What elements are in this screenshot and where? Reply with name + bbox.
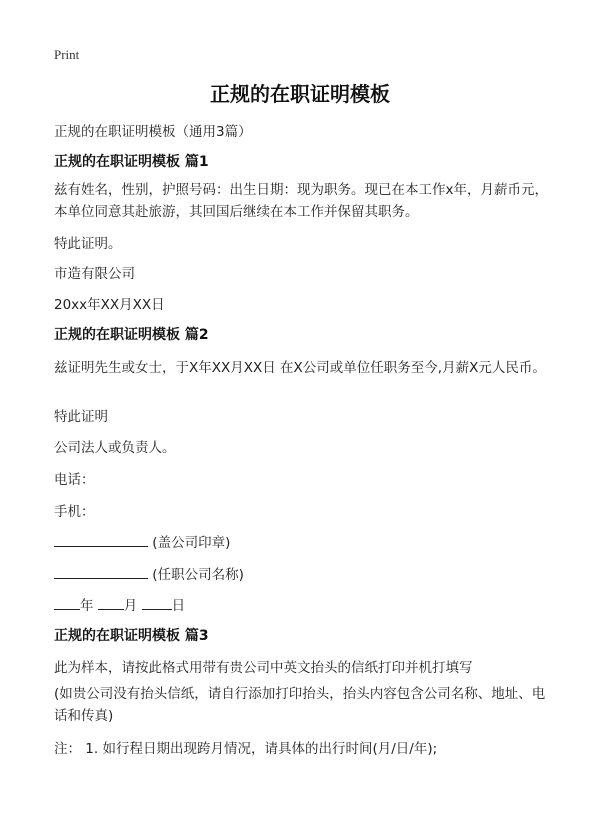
section3-line2: (如贵公司没有抬头信纸，请自行添加打印抬头，抬头内容包含公司名称、地址、电话和传真)	[54, 686, 546, 724]
document-subtitle: 正规的在职证明模板（通用3篇）	[54, 124, 252, 140]
year-blank	[54, 595, 80, 610]
year-label: 年	[80, 598, 94, 614]
section2-body: 兹证明先生或女士，于X年XX月XX日 在X公司或单位任职务至今,月薪X元人民币。	[54, 360, 546, 376]
section2-closing: 特此证明	[54, 409, 108, 425]
company-name-line	[54, 563, 244, 583]
section2-signer: 公司法人或负责人。	[54, 440, 176, 456]
month-blank	[98, 595, 124, 610]
section3-note: 注： 1. 如行程日期出现跨月情况，请具体的出行时间(月/日/年);	[54, 741, 438, 757]
section1-company: 市造有限公司	[54, 266, 135, 282]
document-title: 正规的在职证明模板	[210, 82, 390, 106]
seal-line	[54, 531, 230, 551]
date-line	[54, 594, 185, 614]
section3-heading: 正规的在职证明模板 篇3	[54, 628, 209, 644]
month-label: 月	[123, 598, 138, 614]
print-label: Print	[54, 47, 80, 62]
section1-body: 兹有姓名，性别，护照号码：出生日期：现为职务。现已在本工作x年，月薪币元，本单位同意其赴旅游，其回国后继续在本工作并保留其职务。	[54, 182, 548, 220]
section2-mobile: 手机：	[54, 504, 95, 520]
seal-blank	[54, 532, 148, 547]
section1-heading: 正规的在职证明模板 篇1	[54, 154, 209, 170]
section2-heading: 正规的在职证明模板 篇2	[54, 327, 209, 343]
section3-line1: 此为样本，请按此格式用带有贵公司中英文抬头的信纸打印并机打填写	[54, 660, 473, 676]
day-blank	[142, 595, 172, 610]
company-name-label: (任职公司名称)	[152, 567, 244, 583]
seal-label: (盖公司印章)	[152, 535, 231, 551]
section1-date: 20xx年XX月XX日	[54, 297, 165, 313]
section2-phone: 电话：	[54, 472, 95, 488]
section1-closing: 特此证明。	[54, 236, 122, 252]
company-name-blank	[54, 564, 148, 579]
day-label: 日	[171, 598, 186, 614]
